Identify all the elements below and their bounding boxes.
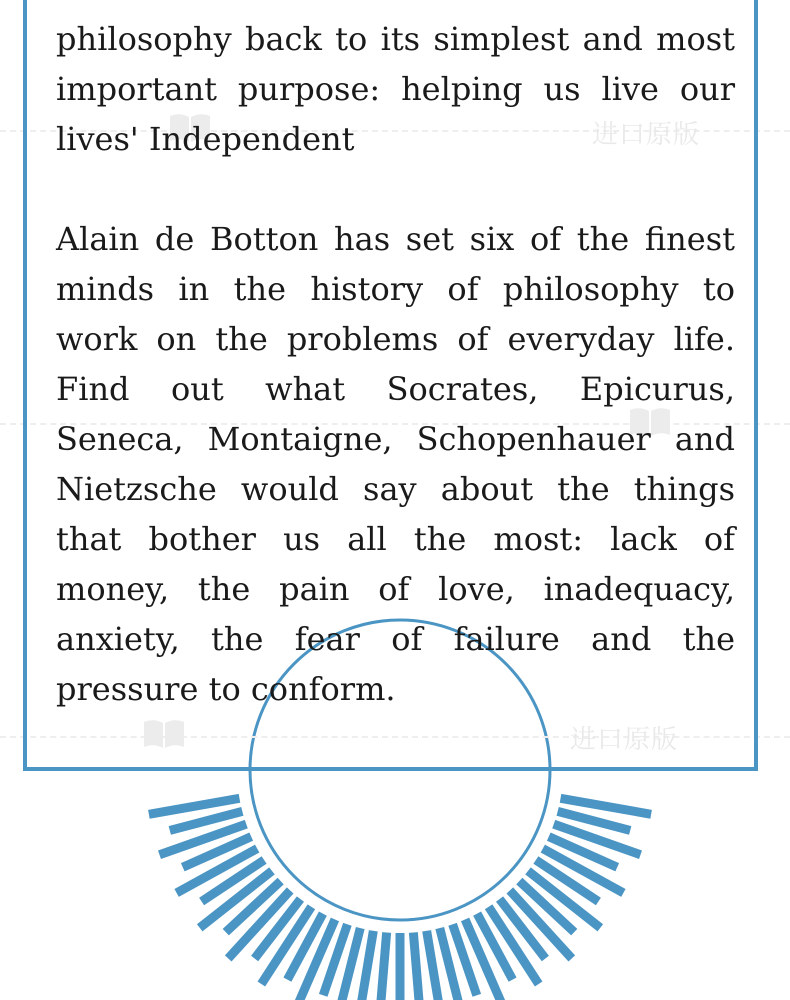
sunburst-ray [361, 931, 373, 1000]
description-paragraph: Alain de Botton has set six of the finest minds in the history of philosophy to work on the problems of everyday life. Find out what Socrates, Epicurus, Seneca, Montaigne, Schopenhauer and Nietzsche would say about the things that bother us all the most: lack of money, the pain of love, inadequacy, anxiety, the fear of failure and the pressure to conform. [56, 220, 735, 708]
description-text [56, 14, 735, 714]
sunburst-ray [427, 931, 439, 1000]
watermark-text: 进口原版 [592, 120, 701, 150]
sunburst-ray [413, 932, 421, 1000]
sunburst-ray [379, 932, 387, 1000]
watermark-text: 进口原版 [570, 725, 679, 755]
description-paragraph: philosophy back to its simplest and most important purpose: helping us live our lives' Independent [56, 20, 735, 158]
description-card [23, 0, 758, 771]
